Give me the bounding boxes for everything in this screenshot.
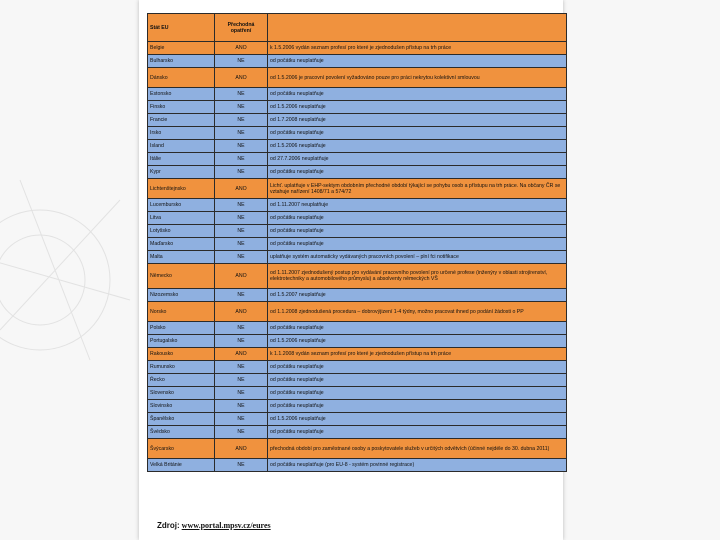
cell-note: od počátku neuplatňuje	[268, 88, 567, 101]
cell-transitional: ANO	[215, 439, 268, 459]
cell-note: od počátku neuplatňuje	[268, 55, 567, 68]
table-row	[148, 374, 567, 387]
cell-country: Švédsko	[148, 426, 215, 439]
cell-transitional: NE	[215, 238, 268, 251]
table-row	[148, 264, 567, 289]
cell-country: Řecko	[148, 374, 215, 387]
document-page	[139, 0, 563, 540]
table-row	[148, 322, 567, 335]
cell-transitional: NE	[215, 101, 268, 114]
cell-country: Nizozemsko	[148, 289, 215, 302]
cell-transitional: NE	[215, 289, 268, 302]
cell-note: od počátku neuplatňuje	[268, 212, 567, 225]
eu-transitional-measures-table	[147, 13, 567, 472]
cell-note: od 1.7.2008 neuplatňuje	[268, 114, 567, 127]
table-row	[148, 439, 567, 459]
table-row	[148, 68, 567, 88]
cell-country: Malta	[148, 251, 215, 264]
table-row	[148, 348, 567, 361]
cell-note: od 1.1.2008 zjednodušená procedura – dobrovýjizení 1-4 týdny, možno pracovat ihned po podání žádosti o PP	[268, 302, 567, 322]
table-row	[148, 42, 567, 55]
table-row	[148, 289, 567, 302]
cell-transitional: ANO	[215, 348, 268, 361]
cell-country: Irsko	[148, 127, 215, 140]
cell-country: Norsko	[148, 302, 215, 322]
cell-country: Island	[148, 140, 215, 153]
cell-transitional: NE	[215, 225, 268, 238]
table-row	[148, 101, 567, 114]
header-country: Stát EU	[148, 14, 215, 42]
table-row	[148, 127, 567, 140]
table-row	[148, 88, 567, 101]
cell-country: Dánsko	[148, 68, 215, 88]
cell-country: Francie	[148, 114, 215, 127]
source-link[interactable]: www.portal.mpsv.cz/eures	[181, 521, 271, 530]
cell-country: Lotyšsko	[148, 225, 215, 238]
cell-country: Německo	[148, 264, 215, 289]
cell-note: od počátku neuplatňuje	[268, 426, 567, 439]
cell-note: od počátku neuplatňuje	[268, 374, 567, 387]
cell-note: od 27.7.2006 neuplatňuje	[268, 153, 567, 166]
table-header-row	[148, 14, 567, 42]
cell-transitional: NE	[215, 361, 268, 374]
table-row	[148, 251, 567, 264]
cell-country: Lucembursko	[148, 199, 215, 212]
cell-transitional: NE	[215, 127, 268, 140]
table-row	[148, 153, 567, 166]
table-row	[148, 140, 567, 153]
table-row	[148, 166, 567, 179]
cell-note: od počátku neuplatňuje	[268, 127, 567, 140]
cell-transitional: NE	[215, 251, 268, 264]
cell-country: Litva	[148, 212, 215, 225]
cell-country: Slovinsko	[148, 400, 215, 413]
cell-note: uplatňuje systém automaticky vydávaných pracovních povolení – plní fci notifikace	[268, 251, 567, 264]
table-row	[148, 413, 567, 426]
source-citation	[157, 521, 271, 530]
cell-note: od 1.5.2007 neuplatňuje	[268, 289, 567, 302]
cell-note: od 1.5.2006 je pracovní povolení vyžadováno pouze pro práci nekrytou kolektivní smlouvou	[268, 68, 567, 88]
cell-note: od počátku neuplatňuje	[268, 166, 567, 179]
header-note	[268, 14, 567, 42]
cell-transitional: NE	[215, 153, 268, 166]
cell-transitional: ANO	[215, 264, 268, 289]
cell-note: od 1.5.2006 neuplatňuje	[268, 140, 567, 153]
cell-note: od 1.5.2006 neuplatňuje	[268, 101, 567, 114]
cell-country: Rakousko	[148, 348, 215, 361]
cell-country: Lichtenštejnsko	[148, 179, 215, 199]
cell-note: od 1.11.2007 neuplatňuje	[268, 199, 567, 212]
cell-transitional: ANO	[215, 42, 268, 55]
source-label: Zdroj:	[157, 521, 180, 530]
cell-transitional: ANO	[215, 68, 268, 88]
cell-transitional: NE	[215, 88, 268, 101]
cell-country: Rumunsko	[148, 361, 215, 374]
cell-transitional: NE	[215, 387, 268, 400]
cell-country: Polsko	[148, 322, 215, 335]
cell-country: Švýcarsko	[148, 439, 215, 459]
cell-country: Slovensko	[148, 387, 215, 400]
cell-transitional: NE	[215, 114, 268, 127]
table-row	[148, 225, 567, 238]
table-row	[148, 179, 567, 199]
cell-note: od počátku neuplatňuje	[268, 361, 567, 374]
cell-note: k 1.1.2008 vydán seznam profesí pro které je zjednodušen přístup na trh práce	[268, 348, 567, 361]
cell-note: od 1.5.2006 neuplatňuje	[268, 335, 567, 348]
cell-transitional: NE	[215, 212, 268, 225]
table-row	[148, 400, 567, 413]
cell-transitional: NE	[215, 335, 268, 348]
cell-note: od počátku neuplatňuje	[268, 322, 567, 335]
table-row	[148, 55, 567, 68]
table-row	[148, 426, 567, 439]
cell-transitional: NE	[215, 322, 268, 335]
cell-country: Portugalsko	[148, 335, 215, 348]
cell-note: od počátku neuplatňuje	[268, 387, 567, 400]
cell-country: Itálie	[148, 153, 215, 166]
cell-country: Finsko	[148, 101, 215, 114]
cell-note: od počátku neuplatňuje	[268, 400, 567, 413]
cell-transitional: NE	[215, 426, 268, 439]
cell-transitional: ANO	[215, 302, 268, 322]
cell-country: Belgie	[148, 42, 215, 55]
cell-note: od počátku neuplatňuje	[268, 238, 567, 251]
cell-transitional: NE	[215, 413, 268, 426]
table-row	[148, 335, 567, 348]
cell-note: od 1.5.2006 neuplatňuje	[268, 413, 567, 426]
cell-country: Kypr	[148, 166, 215, 179]
cell-note: přechodná období pro zaměstnané osoby a poskytovatele služeb v určitých odvětvích (účinné nejdéle do 30. dubna 2011)	[268, 439, 567, 459]
header-transitional: Přechodná opatření	[215, 14, 268, 42]
table-row	[148, 114, 567, 127]
cell-country: Estonsko	[148, 88, 215, 101]
cell-country: Španělsko	[148, 413, 215, 426]
cell-note: Lichť. uplatňuje v EHP-sektym obdobním přechodné období týkající se pohybu osob a přístupu na trh práce. Na občany ČR se vztahuje nařízení 1408/71 a 574/72	[268, 179, 567, 199]
table-row	[148, 459, 567, 472]
cell-country: Velká Británie	[148, 459, 215, 472]
cell-transitional: NE	[215, 199, 268, 212]
cell-transitional: NE	[215, 140, 268, 153]
cell-transitional: NE	[215, 400, 268, 413]
cell-note: od počátku neuplatňuje (pro EU-8 - systém povinné registrace)	[268, 459, 567, 472]
cell-note: k 1.5.2006 vydán seznam profesí pro které je zjednodušen přístup na trh práce	[268, 42, 567, 55]
cell-country: Maďarsko	[148, 238, 215, 251]
table-row	[148, 199, 567, 212]
table-row	[148, 302, 567, 322]
cell-transitional: NE	[215, 459, 268, 472]
cell-note: od 1.11.2007 zjednodušený postup pro vydávání pracovního povolení pro určené profese (inženýry v oblasti strojírenství, elektrotechniky a automobilového průmyslu) a absolventy německých VŠ	[268, 264, 567, 289]
cell-transitional: ANO	[215, 179, 268, 199]
cell-transitional: NE	[215, 166, 268, 179]
cell-transitional: NE	[215, 55, 268, 68]
cell-note: od počátku neuplatňuje	[268, 225, 567, 238]
table-row	[148, 238, 567, 251]
table-row	[148, 387, 567, 400]
table-row	[148, 361, 567, 374]
cell-country: Bulharsko	[148, 55, 215, 68]
table-row	[148, 212, 567, 225]
cell-transitional: NE	[215, 374, 268, 387]
